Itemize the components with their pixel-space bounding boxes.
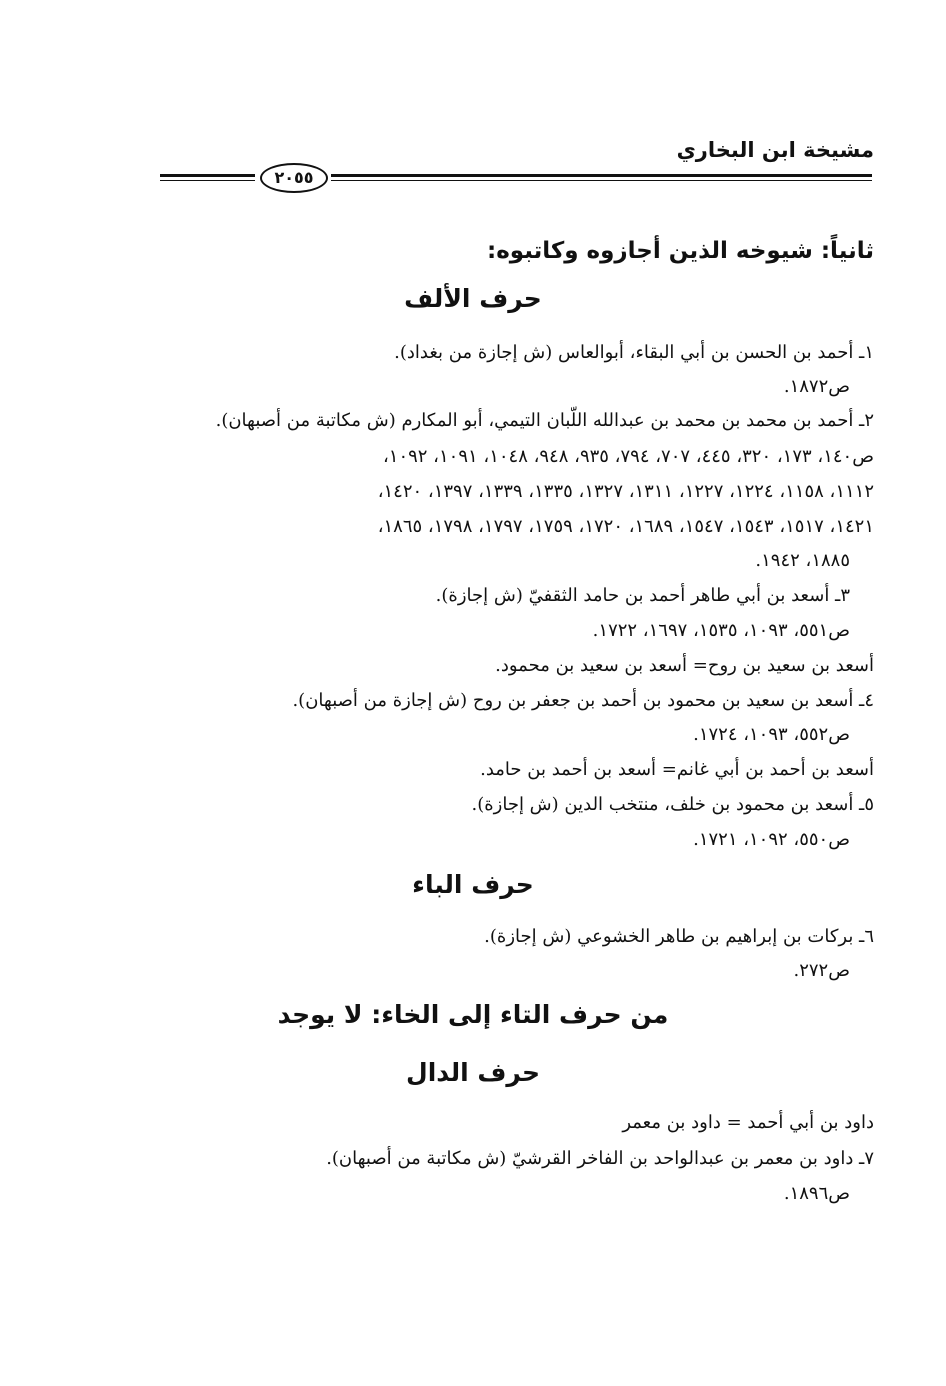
letter-heading-alif: حرف الألف bbox=[404, 284, 542, 313]
entry-line: ٤ـ أسعد بن سعيد بن محمود بن أحمد بن جعفر بن روح (ش إجازة من أصبهان). bbox=[292, 690, 874, 711]
entry-line: ١ـ أحمد بن الحسن بن أبي البقاء، أبوالعاس (ش إجازة من بغداد). bbox=[394, 342, 874, 363]
section-heading: ثانياً: شيوخه الذين أجازوه وكاتبوه: bbox=[487, 238, 874, 264]
entry-line: ٥ـ أسعد بن محمود بن خلف، منتخب الدين (ش إجازة). bbox=[471, 794, 874, 815]
entry-pages: ص١٤٠، ١٧٣، ٣٢٠، ٤٤٥، ٧٠٧، ٧٩٤، ٩٣٥، ٩٤٨، ١٠٤٨، ١٠٩١، ١٠٩٢، bbox=[382, 446, 874, 467]
entry-line: ٣ـ أسعد بن أبي طاهر أحمد بن حامد الثقفيّ (ش إجازة). bbox=[435, 585, 850, 606]
entry-pages: ١٨٨٥، ١٩٤٢. bbox=[755, 550, 850, 571]
running-title: مشيخة ابن البخاري bbox=[676, 138, 874, 162]
cross-reference: أسعد بن أحمد بن أبي غانم= أسعد بن أحمد بن حامد. bbox=[480, 759, 874, 780]
cross-reference: داود بن أبي أحمد = داود بن معمر bbox=[622, 1112, 874, 1133]
entry-pages: ص٢٧٢. bbox=[793, 960, 850, 981]
entry-pages: ص١٨٧٢. bbox=[783, 376, 850, 397]
entry-line: ٢ـ أحمد بن محمد بن محمد بن عبدالله اللّبان التيمي، أبو المكارم (ش مكاتبة من أصبهان). bbox=[215, 410, 874, 431]
letter-heading-daal: حرف الدال bbox=[406, 1058, 540, 1087]
entry-line: ٦ـ بركات بن إبراهيم بن طاهر الخشوعي (ش إجازة). bbox=[484, 926, 874, 947]
letter-heading-baa: حرف الباء bbox=[412, 870, 534, 899]
page-number-badge bbox=[255, 160, 331, 196]
entry-pages: ص١٨٩٦. bbox=[783, 1183, 850, 1204]
entry-pages: ١٤٢١، ١٥١٧، ١٥٤٣، ١٥٤٧، ١٦٨٩، ١٧٢٠، ١٧٥٩، ١٧٩٧، ١٧٩٨، ١٨٦٥، bbox=[377, 516, 874, 537]
entry-pages: ص٥٥١، ١٠٩٣، ١٥٣٥، ١٦٩٧، ١٧٢٢. bbox=[592, 620, 850, 641]
entry-line: ٧ـ داود بن معمر بن عبدالواحد بن الفاخر القرشيّ (ش مكاتبة من أصبهان). bbox=[326, 1148, 874, 1169]
entry-pages: ص٥٥٠، ١٠٩٢، ١٧٢١. bbox=[693, 829, 850, 850]
letter-heading-taa-to-khaa: من حرف التاء إلى الخاء: لا يوجد bbox=[277, 1000, 669, 1029]
cross-reference: أسعد بن سعيد بن روح= أسعد بن سعيد بن محمود. bbox=[495, 655, 874, 676]
entry-pages: ص٥٥٢، ١٠٩٣، ١٧٢٤. bbox=[693, 724, 850, 745]
page-number: ٢٠٥٥ bbox=[260, 163, 328, 193]
entry-pages: ١١١٢، ١١٥٨، ١٢٢٤، ١٢٢٧، ١٣١١، ١٣٢٧، ١٣٣٥، ١٣٣٩، ١٣٩٧، ١٤٢٠، bbox=[377, 481, 874, 502]
